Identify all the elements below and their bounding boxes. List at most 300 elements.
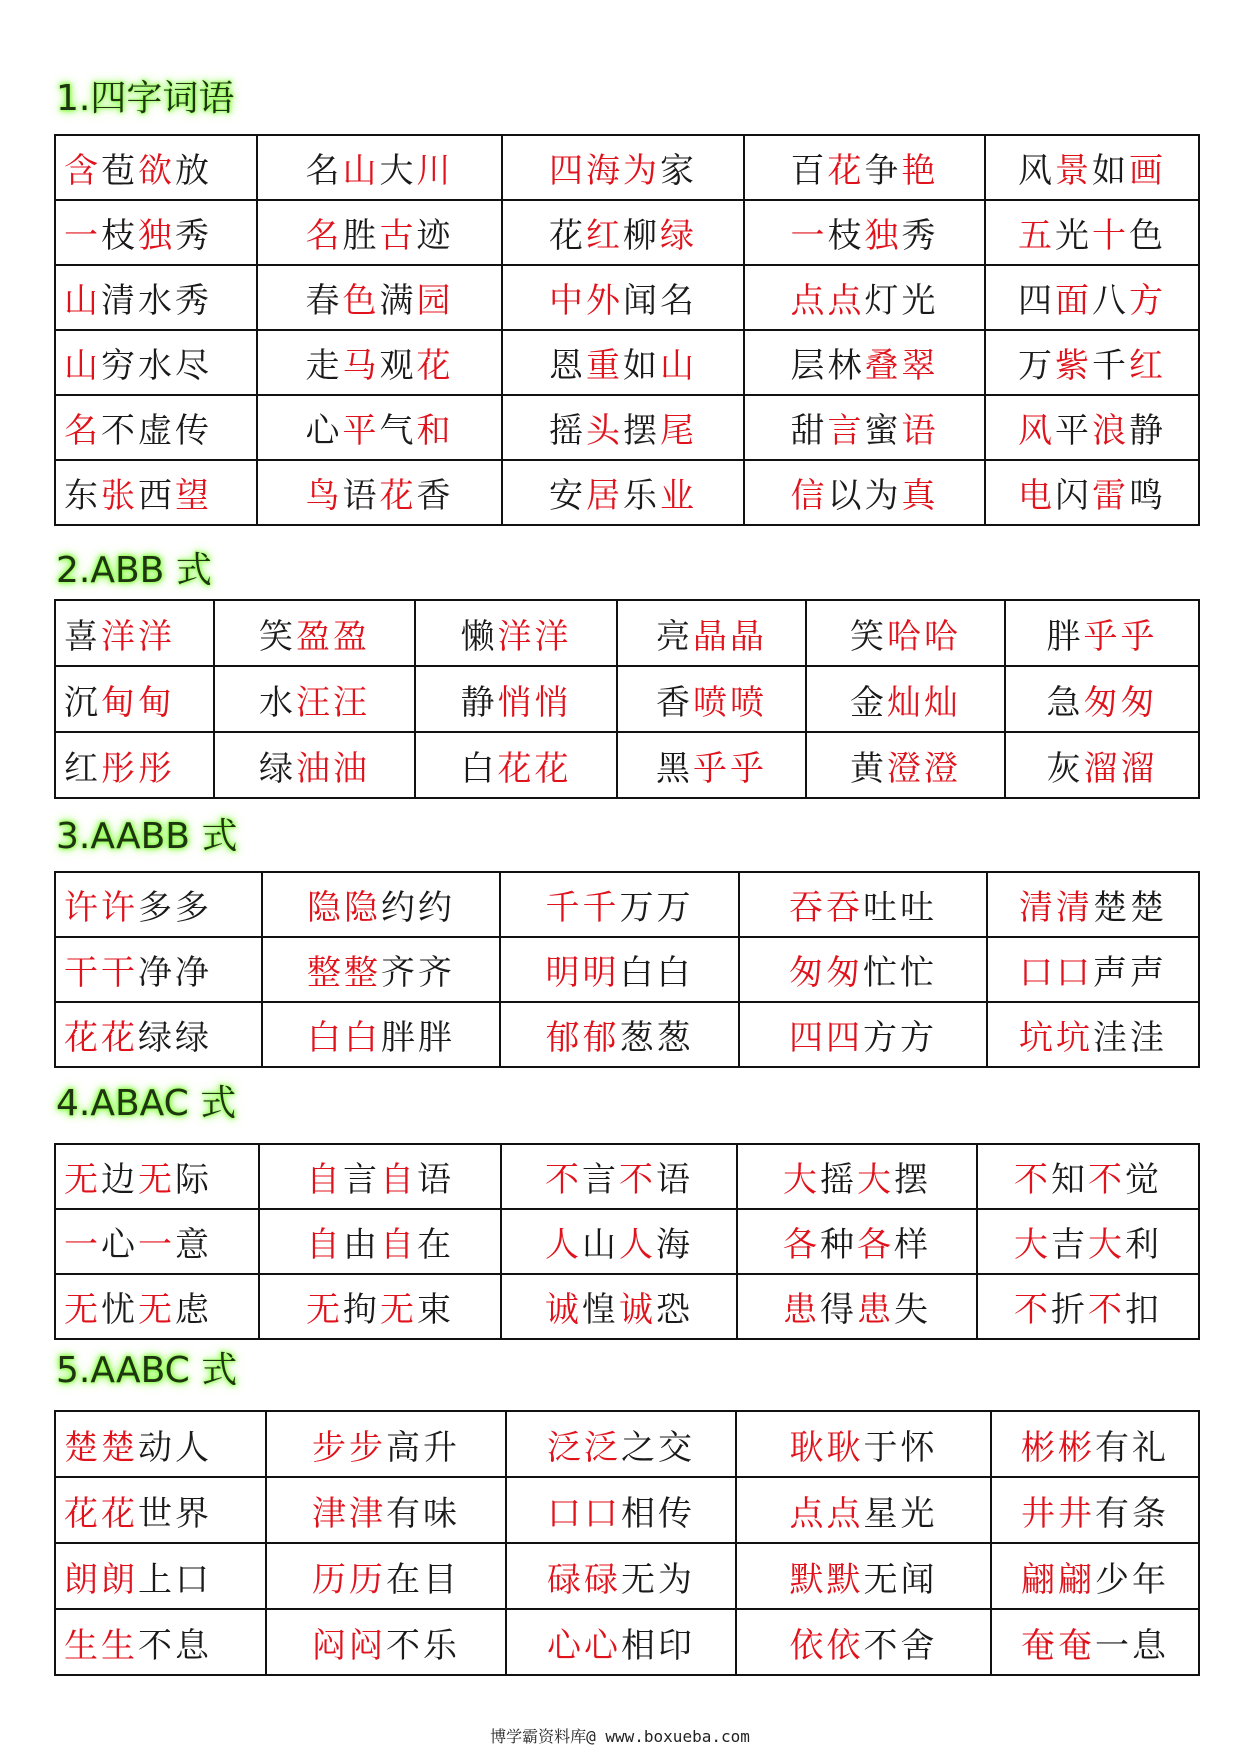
plain-char: 满 bbox=[379, 281, 417, 321]
word-cell bbox=[1005, 732, 1199, 798]
plain-char: 家 bbox=[660, 151, 697, 191]
plain-char: 忙 bbox=[863, 953, 900, 993]
word-cell bbox=[744, 135, 985, 200]
highlight-char: 坑 bbox=[1056, 1018, 1093, 1058]
highlight-char: 独 bbox=[138, 216, 175, 256]
highlight-char: 花 bbox=[64, 1493, 101, 1534]
plain-char: 虑 bbox=[175, 1290, 212, 1330]
highlight-char: 井 bbox=[1058, 1493, 1095, 1534]
word-cell bbox=[55, 460, 257, 525]
word-cell bbox=[257, 200, 502, 265]
highlight-char: 点 bbox=[826, 1493, 864, 1534]
table-row bbox=[55, 265, 1199, 330]
plain-char: 声 bbox=[1093, 953, 1130, 993]
plain-char: 惶 bbox=[582, 1290, 619, 1330]
word-cell bbox=[506, 1543, 736, 1609]
highlight-char: 无 bbox=[138, 1290, 175, 1330]
word-cell bbox=[55, 200, 257, 265]
plain-char: 水 bbox=[138, 281, 175, 321]
highlight-char: 无 bbox=[380, 1290, 417, 1330]
plain-char: 少 bbox=[1095, 1559, 1132, 1600]
table-row bbox=[55, 1609, 1199, 1675]
highlight-char: 花 bbox=[534, 748, 572, 789]
word-cell bbox=[736, 1411, 991, 1477]
plain-char: 失 bbox=[894, 1290, 931, 1330]
highlight-char: 望 bbox=[175, 476, 212, 516]
plain-char: 放 bbox=[175, 151, 212, 191]
plain-char: 净 bbox=[138, 953, 175, 993]
plain-char: 百 bbox=[790, 151, 828, 191]
plain-char: 灰 bbox=[1046, 748, 1084, 789]
highlight-char: 澄 bbox=[924, 748, 961, 789]
word-cell bbox=[259, 1274, 501, 1339]
word-cell bbox=[214, 666, 415, 732]
word-cell bbox=[806, 666, 1005, 732]
highlight-char: 患 bbox=[783, 1290, 820, 1330]
highlight-char: 红 bbox=[1129, 346, 1166, 386]
word-cell bbox=[1005, 600, 1199, 666]
plain-char: 静 bbox=[1129, 411, 1166, 451]
plain-char: 金 bbox=[850, 682, 887, 723]
word-cell bbox=[502, 395, 744, 460]
highlight-char: 晶 bbox=[730, 616, 767, 657]
word-cell bbox=[744, 200, 985, 265]
highlight-char: 泛 bbox=[547, 1427, 584, 1468]
plain-char: 界 bbox=[175, 1493, 212, 1534]
plain-char: 葱 bbox=[619, 1018, 657, 1058]
word-cell bbox=[506, 1609, 736, 1675]
word-cell bbox=[806, 732, 1005, 798]
word-cell bbox=[257, 395, 502, 460]
plain-char: 胜 bbox=[342, 216, 380, 256]
highlight-char: 患 bbox=[857, 1290, 894, 1330]
plain-char: 穷 bbox=[101, 346, 138, 386]
plain-char: 绿 bbox=[138, 1018, 175, 1058]
highlight-char: 口 bbox=[547, 1493, 584, 1534]
highlight-char: 马 bbox=[342, 346, 380, 386]
highlight-char: 朗 bbox=[64, 1559, 101, 1600]
highlight-char: 花 bbox=[101, 1018, 138, 1058]
plain-char: 水 bbox=[138, 346, 175, 386]
plain-char: 光 bbox=[901, 281, 939, 321]
highlight-char: 无 bbox=[306, 1290, 343, 1330]
plain-char: 笑 bbox=[850, 616, 887, 657]
plain-char: 千 bbox=[1092, 346, 1129, 386]
plain-char: 语 bbox=[656, 1160, 693, 1200]
highlight-char: 彤 bbox=[101, 748, 138, 789]
highlight-char: 匆 bbox=[1120, 682, 1158, 723]
table-row bbox=[55, 1543, 1199, 1609]
highlight-char: 点 bbox=[790, 281, 828, 321]
plain-char: 传 bbox=[175, 411, 212, 451]
highlight-char: 彬 bbox=[1058, 1427, 1095, 1468]
highlight-char: 自 bbox=[306, 1160, 343, 1200]
plain-char: 动 bbox=[138, 1427, 175, 1468]
word-cell bbox=[55, 732, 214, 798]
highlight-char: 生 bbox=[64, 1625, 101, 1666]
plain-char: 绿 bbox=[175, 1018, 212, 1058]
word-cell bbox=[266, 1477, 506, 1543]
plain-char: 为 bbox=[864, 476, 902, 516]
highlight-char: 无 bbox=[138, 1160, 175, 1200]
highlight-char: 山 bbox=[342, 151, 380, 191]
highlight-char: 油 bbox=[333, 748, 370, 789]
word-cell bbox=[502, 460, 744, 525]
highlight-char: 信 bbox=[790, 476, 828, 516]
highlight-char: 溜 bbox=[1083, 748, 1121, 789]
plain-char: 黑 bbox=[656, 748, 693, 789]
word-cell bbox=[991, 1609, 1199, 1675]
highlight-char: 张 bbox=[101, 476, 138, 516]
plain-char: 在 bbox=[386, 1559, 423, 1600]
highlight-char: 匆 bbox=[826, 953, 863, 993]
table-row bbox=[55, 135, 1199, 200]
plain-char: 怀 bbox=[900, 1427, 938, 1468]
word-cell bbox=[55, 1411, 266, 1477]
plain-char: 语 bbox=[417, 1160, 454, 1200]
word-cell bbox=[985, 135, 1199, 200]
word-cell bbox=[736, 1543, 991, 1609]
highlight-char: 依 bbox=[826, 1625, 864, 1666]
plain-char: 世 bbox=[138, 1493, 175, 1534]
highlight-char: 哈 bbox=[887, 616, 924, 657]
word-cell bbox=[55, 1274, 259, 1339]
highlight-char: 甸 bbox=[101, 682, 138, 723]
highlight-char: 千 bbox=[545, 888, 583, 928]
plain-char: 色 bbox=[1129, 216, 1166, 256]
plain-char: 观 bbox=[379, 346, 417, 386]
plain-char: 摆 bbox=[623, 411, 660, 451]
highlight-char: 灿 bbox=[924, 682, 961, 723]
plain-char: 黄 bbox=[850, 748, 887, 789]
highlight-char: 明 bbox=[582, 953, 620, 993]
highlight-char: 大 bbox=[1014, 1225, 1051, 1265]
word-cell bbox=[744, 265, 985, 330]
highlight-char: 明 bbox=[545, 953, 583, 993]
plain-char: 样 bbox=[894, 1225, 931, 1265]
plain-char: 甜 bbox=[790, 411, 828, 451]
plain-char: 香 bbox=[656, 682, 693, 723]
highlight-char: 白 bbox=[344, 1018, 381, 1058]
word-cell bbox=[991, 1543, 1199, 1609]
plain-char: 灯 bbox=[864, 281, 902, 321]
highlight-char: 井 bbox=[1021, 1493, 1058, 1534]
highlight-char: 默 bbox=[826, 1559, 864, 1600]
section-title-aabb: 3.AABB 式 bbox=[56, 816, 238, 857]
highlight-char: 自 bbox=[380, 1225, 417, 1265]
highlight-char: 碌 bbox=[547, 1559, 584, 1600]
plain-char: 虚 bbox=[138, 411, 175, 451]
plain-char: 葱 bbox=[656, 1018, 694, 1058]
plain-char: 拘 bbox=[343, 1290, 380, 1330]
highlight-char: 不 bbox=[1088, 1290, 1125, 1330]
highlight-char: 盈 bbox=[333, 616, 370, 657]
word-cell bbox=[55, 330, 257, 395]
word-cell bbox=[617, 600, 806, 666]
highlight-char: 溜 bbox=[1120, 748, 1158, 789]
highlight-char: 不 bbox=[545, 1160, 582, 1200]
word-cell bbox=[415, 732, 617, 798]
highlight-char: 翩 bbox=[1021, 1559, 1058, 1600]
highlight-char: 乎 bbox=[693, 748, 730, 789]
highlight-char: 红 bbox=[586, 216, 623, 256]
highlight-char: 无 bbox=[64, 1160, 101, 1200]
highlight-char: 电 bbox=[1018, 476, 1055, 516]
highlight-char: 许 bbox=[101, 888, 138, 928]
plain-char: 意 bbox=[175, 1225, 212, 1265]
highlight-char: 依 bbox=[789, 1625, 827, 1666]
highlight-char: 乎 bbox=[1120, 616, 1158, 657]
plain-char: 净 bbox=[175, 953, 212, 993]
highlight-char: 悄 bbox=[497, 682, 535, 723]
plain-char: 名 bbox=[660, 281, 697, 321]
highlight-char: 楚 bbox=[64, 1427, 101, 1468]
plain-char: 得 bbox=[820, 1290, 857, 1330]
highlight-char: 十 bbox=[1092, 216, 1129, 256]
word-cell bbox=[987, 1002, 1199, 1067]
highlight-char: 业 bbox=[660, 476, 697, 516]
word-cell bbox=[985, 200, 1199, 265]
word-cell bbox=[55, 1609, 266, 1675]
word-cell bbox=[737, 1274, 977, 1339]
highlight-char: 步 bbox=[349, 1427, 386, 1468]
word-cell bbox=[991, 1477, 1199, 1543]
highlight-char: 独 bbox=[864, 216, 902, 256]
plain-char: 一 bbox=[1095, 1625, 1132, 1666]
highlight-char: 点 bbox=[789, 1493, 827, 1534]
plain-char: 摇 bbox=[820, 1160, 857, 1200]
plain-char: 摇 bbox=[549, 411, 586, 451]
word-cell bbox=[55, 1002, 262, 1067]
highlight-char: 悄 bbox=[534, 682, 572, 723]
highlight-char: 奄 bbox=[1058, 1625, 1095, 1666]
plain-char: 利 bbox=[1125, 1225, 1162, 1265]
plain-char: 秀 bbox=[175, 281, 212, 321]
plain-char: 边 bbox=[101, 1160, 138, 1200]
word-cell bbox=[737, 1144, 977, 1209]
highlight-char: 甸 bbox=[138, 682, 175, 723]
word-cell bbox=[737, 1209, 977, 1274]
highlight-char: 郁 bbox=[582, 1018, 620, 1058]
highlight-char: 不 bbox=[1014, 1290, 1051, 1330]
highlight-char: 一 bbox=[790, 216, 828, 256]
highlight-char: 古 bbox=[379, 216, 417, 256]
highlight-char: 色 bbox=[342, 281, 380, 321]
highlight-char: 欲 bbox=[138, 151, 175, 191]
highlight-char: 匆 bbox=[789, 953, 826, 993]
highlight-char: 隐 bbox=[307, 888, 344, 928]
word-cell bbox=[739, 1002, 987, 1067]
highlight-char: 五 bbox=[1018, 216, 1055, 256]
plain-char: 走 bbox=[305, 346, 343, 386]
plain-char: 闻 bbox=[623, 281, 660, 321]
table-row bbox=[55, 872, 1199, 937]
highlight-char: 花 bbox=[64, 1018, 101, 1058]
plain-char: 心 bbox=[101, 1225, 138, 1265]
plain-char: 知 bbox=[1051, 1160, 1088, 1200]
plain-char: 升 bbox=[423, 1427, 460, 1468]
highlight-char: 历 bbox=[349, 1559, 386, 1600]
highlight-char: 风 bbox=[1018, 411, 1055, 451]
plain-char: 吐 bbox=[900, 888, 937, 928]
plain-char: 摆 bbox=[894, 1160, 931, 1200]
word-cell bbox=[500, 937, 739, 1002]
highlight-char: 洋 bbox=[497, 616, 535, 657]
plain-char: 尽 bbox=[175, 346, 212, 386]
table-row bbox=[55, 200, 1199, 265]
word-cell bbox=[739, 872, 987, 937]
plain-char: 枝 bbox=[101, 216, 138, 256]
table-row bbox=[55, 1209, 1199, 1274]
plain-char: 高 bbox=[386, 1427, 423, 1468]
plain-char: 香 bbox=[416, 476, 454, 516]
word-cell bbox=[502, 135, 744, 200]
plain-char: 气 bbox=[379, 411, 417, 451]
aabb-words-table bbox=[54, 871, 1200, 1068]
plain-char: 东 bbox=[64, 476, 101, 516]
highlight-char: 绿 bbox=[660, 216, 697, 256]
highlight-char: 尾 bbox=[660, 411, 697, 451]
highlight-char: 无 bbox=[64, 1290, 101, 1330]
word-cell bbox=[257, 265, 502, 330]
plain-char: 秀 bbox=[175, 216, 212, 256]
highlight-char: 闷 bbox=[349, 1625, 386, 1666]
highlight-char: 油 bbox=[296, 748, 333, 789]
word-cell bbox=[415, 666, 617, 732]
highlight-char: 诚 bbox=[619, 1290, 656, 1330]
plain-char: 风 bbox=[1018, 151, 1055, 191]
plain-char: 言 bbox=[343, 1160, 380, 1200]
word-cell bbox=[259, 1209, 501, 1274]
highlight-char: 翠 bbox=[901, 346, 939, 386]
highlight-char: 干 bbox=[64, 953, 101, 993]
plain-char: 乐 bbox=[623, 476, 660, 516]
highlight-char: 不 bbox=[1088, 1160, 1125, 1200]
word-cell bbox=[266, 1411, 506, 1477]
word-cell bbox=[977, 1209, 1199, 1274]
plain-char: 秀 bbox=[901, 216, 939, 256]
highlight-char: 碌 bbox=[584, 1559, 621, 1600]
highlight-char: 一 bbox=[64, 216, 101, 256]
highlight-char: 白 bbox=[307, 1018, 344, 1058]
word-cell bbox=[617, 732, 806, 798]
highlight-char: 洋 bbox=[101, 616, 138, 657]
plain-char: 枝 bbox=[827, 216, 865, 256]
highlight-char: 不 bbox=[619, 1160, 656, 1200]
highlight-char: 各 bbox=[783, 1225, 820, 1265]
plain-char: 人 bbox=[175, 1427, 212, 1468]
highlight-char: 含 bbox=[64, 151, 101, 191]
plain-char: 相 bbox=[621, 1625, 658, 1666]
plain-char: 年 bbox=[1132, 1559, 1169, 1600]
plain-char: 际 bbox=[175, 1160, 212, 1200]
highlight-char: 匆 bbox=[1083, 682, 1121, 723]
highlight-char: 泛 bbox=[584, 1427, 621, 1468]
highlight-char: 洋 bbox=[534, 616, 572, 657]
word-cell bbox=[744, 460, 985, 525]
highlight-char: 大 bbox=[857, 1160, 894, 1200]
plain-char: 心 bbox=[305, 411, 343, 451]
plain-char: 之 bbox=[621, 1427, 658, 1468]
plain-char: 有 bbox=[1095, 1493, 1132, 1534]
plain-char: 声 bbox=[1130, 953, 1167, 993]
highlight-char: 耿 bbox=[789, 1427, 827, 1468]
highlight-char: 景 bbox=[1055, 151, 1092, 191]
plain-char: 折 bbox=[1051, 1290, 1088, 1330]
plain-char: 有 bbox=[386, 1493, 423, 1534]
plain-char: 白 bbox=[656, 953, 694, 993]
highlight-char: 清 bbox=[1019, 888, 1056, 928]
word-cell bbox=[257, 330, 502, 395]
highlight-char: 花 bbox=[101, 1493, 138, 1534]
plain-char: 口 bbox=[175, 1559, 212, 1600]
highlight-char: 自 bbox=[306, 1225, 343, 1265]
highlight-char: 四 bbox=[826, 1018, 863, 1058]
plain-char: 扣 bbox=[1125, 1290, 1162, 1330]
highlight-char: 千 bbox=[582, 888, 620, 928]
word-cell bbox=[214, 600, 415, 666]
plain-char: 大 bbox=[379, 151, 417, 191]
plain-char: 花 bbox=[549, 216, 586, 256]
table-row bbox=[55, 600, 1199, 666]
highlight-char: 灿 bbox=[887, 682, 924, 723]
plain-char: 懒 bbox=[460, 616, 498, 657]
highlight-char: 喷 bbox=[693, 682, 730, 723]
plain-char: 安 bbox=[549, 476, 586, 516]
highlight-char: 奄 bbox=[1021, 1625, 1058, 1666]
highlight-char: 四 bbox=[789, 1018, 826, 1058]
plain-char: 种 bbox=[820, 1225, 857, 1265]
highlight-char: 整 bbox=[344, 953, 381, 993]
highlight-char: 外 bbox=[586, 281, 623, 321]
highlight-char: 川 bbox=[416, 151, 454, 191]
word-cell bbox=[502, 330, 744, 395]
plain-char: 方 bbox=[900, 1018, 937, 1058]
highlight-char: 心 bbox=[547, 1625, 584, 1666]
plain-char: 为 bbox=[658, 1559, 695, 1600]
highlight-char: 盈 bbox=[296, 616, 333, 657]
word-cell bbox=[977, 1144, 1199, 1209]
plain-char: 多 bbox=[175, 888, 212, 928]
highlight-char: 津 bbox=[349, 1493, 386, 1534]
plain-char: 海 bbox=[656, 1225, 693, 1265]
word-cell bbox=[266, 1543, 506, 1609]
plain-char: 红 bbox=[64, 748, 101, 789]
highlight-char: 雷 bbox=[1092, 476, 1129, 516]
highlight-char: 历 bbox=[312, 1559, 349, 1600]
plain-char: 味 bbox=[423, 1493, 460, 1534]
plain-char: 约 bbox=[418, 888, 455, 928]
highlight-char: 默 bbox=[789, 1559, 827, 1600]
plain-char: 楚 bbox=[1093, 888, 1130, 928]
plain-char: 洼 bbox=[1093, 1018, 1130, 1058]
word-cell bbox=[502, 200, 744, 265]
highlight-char: 彬 bbox=[1021, 1427, 1058, 1468]
highlight-char: 口 bbox=[1056, 953, 1093, 993]
highlight-char: 楚 bbox=[101, 1427, 138, 1468]
word-cell bbox=[55, 395, 257, 460]
plain-char: 上 bbox=[138, 1559, 175, 1600]
word-cell bbox=[991, 1411, 1199, 1477]
abb-words-table bbox=[54, 599, 1200, 799]
plain-char: 争 bbox=[864, 151, 902, 191]
plain-char: 言 bbox=[582, 1160, 619, 1200]
plain-char: 礼 bbox=[1132, 1427, 1169, 1468]
plain-char: 喜 bbox=[64, 616, 101, 657]
aabc-words-table bbox=[54, 1410, 1200, 1676]
plain-char: 笑 bbox=[259, 616, 296, 657]
plain-char: 不 bbox=[138, 1625, 175, 1666]
